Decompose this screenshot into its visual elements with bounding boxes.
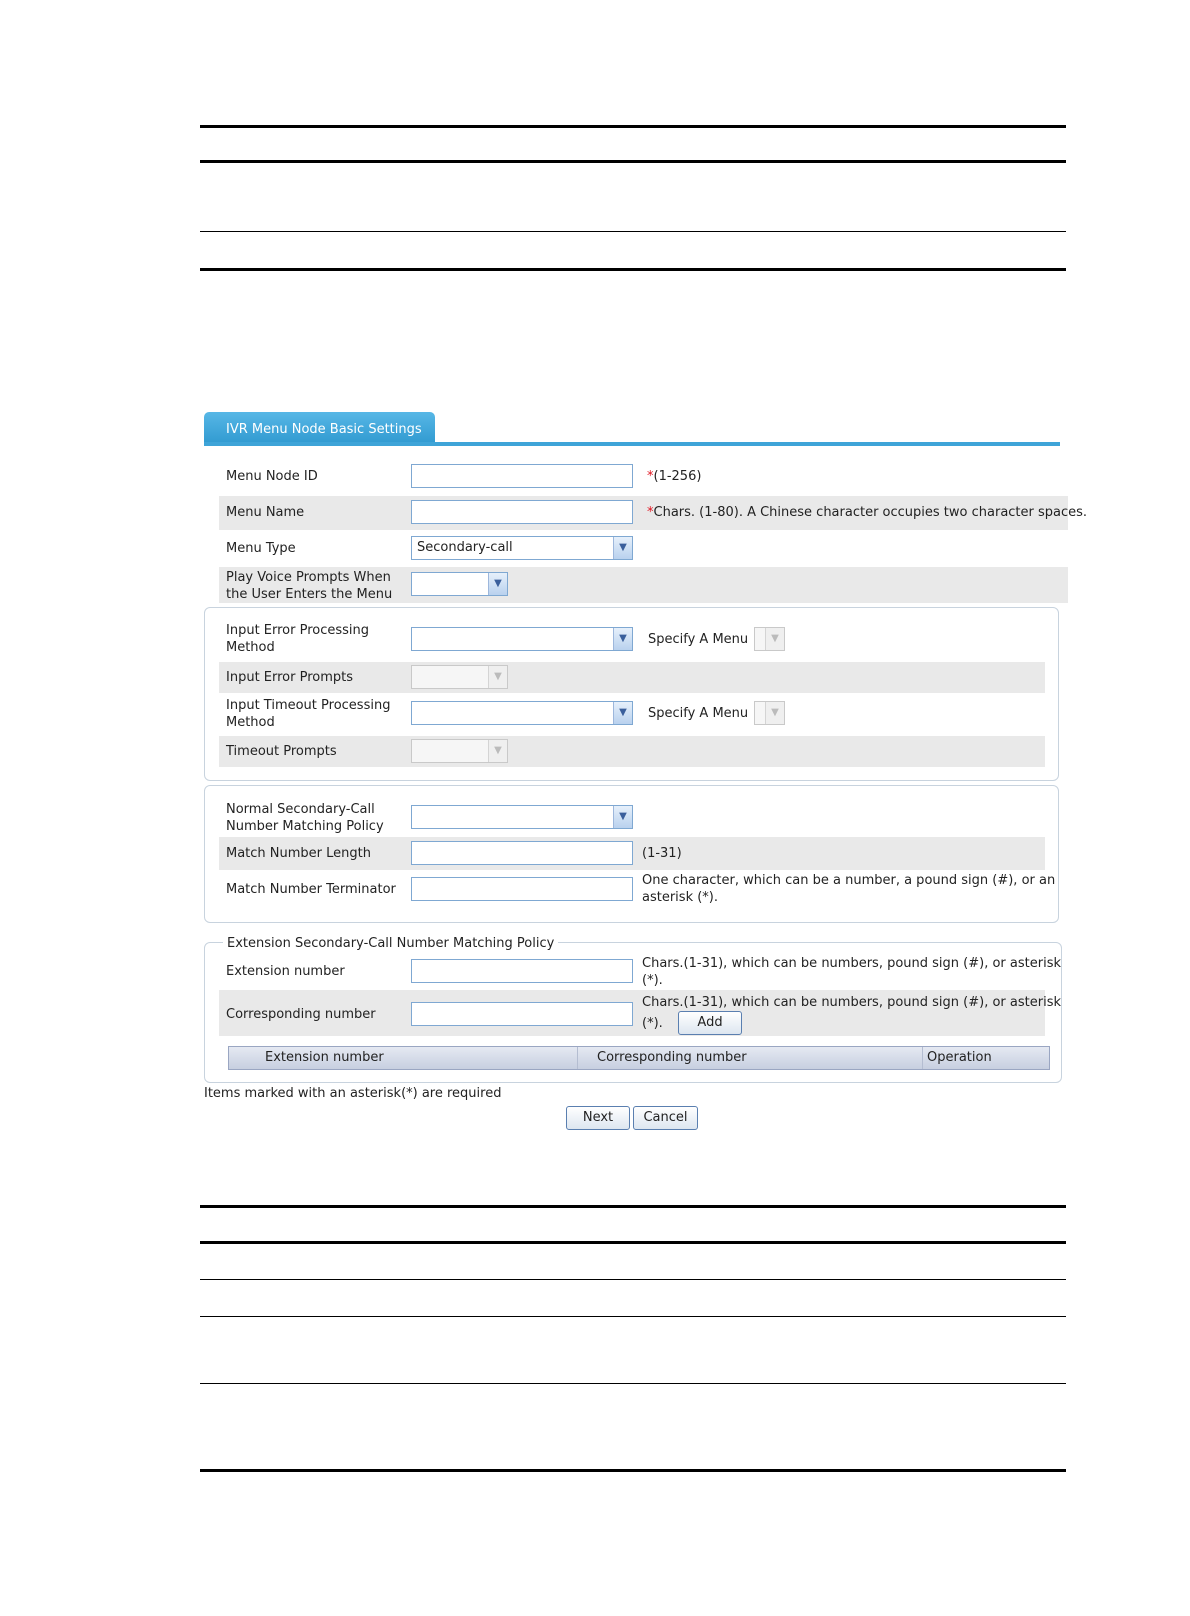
doc-table-row-border (200, 1279, 1066, 1280)
terminator-input[interactable] (411, 877, 633, 901)
match-length-hint: (1-31) (642, 846, 682, 861)
input-timeout-method-label: Input Timeout Processing Method (226, 698, 391, 730)
terminator-hint: One character, which can be a number, a pound sign (#), or an asterisk (*). (642, 873, 1056, 905)
menu-type-value: Secondary-call (417, 540, 513, 555)
doc-table-row-border (200, 1316, 1066, 1317)
extension-number-hint: Chars.(1-31), which can be numbers, pound sign (#), or asterisk (*). (642, 956, 1061, 988)
corresponding-number-input[interactable] (411, 1002, 633, 1026)
menu-type-select[interactable] (411, 536, 633, 560)
menu-name-hint: *Chars. (1-80). A Chinese character occupies two character spaces. (647, 505, 1088, 520)
menu-type-label: Menu Type (226, 541, 296, 556)
match-length-input[interactable] (411, 841, 633, 865)
input-error-specify-menu-select[interactable] (754, 627, 785, 651)
chevron-down-icon: ▼ (613, 806, 632, 828)
chevron-down-icon: ▼ (613, 702, 632, 724)
input-error-method-label: Input Error Processing Method (226, 623, 370, 655)
input-timeout-specify-menu-label: Specify A Menu (648, 706, 749, 721)
column-separator (922, 1047, 923, 1069)
required-note: Items marked with an asterisk(*) are required (204, 1086, 502, 1101)
corresponding-number-hint: Chars.(1-31), which can be numbers, pound sign (#), or asterisk (*). (642, 995, 1061, 1031)
tab-underline (204, 442, 1060, 446)
play-voice-select[interactable] (411, 572, 508, 596)
doc-table-row-border (200, 231, 1066, 232)
timeout-prompts-label: Timeout Prompts (226, 744, 337, 759)
chevron-down-icon: ▼ (765, 702, 784, 724)
extension-number-input[interactable] (411, 959, 633, 983)
doc-table-header-border (200, 160, 1066, 163)
menu-node-id-hint: *(1-256) (647, 469, 702, 484)
input-timeout-specify-menu-select[interactable] (754, 701, 785, 725)
column-header-corresponding-number: Corresponding number (597, 1050, 747, 1065)
doc-table-bottom-border (200, 1469, 1066, 1472)
menu-node-id-input[interactable] (411, 464, 633, 488)
chevron-down-icon: ▼ (488, 573, 507, 595)
doc-table-top-border (200, 125, 1066, 128)
required-asterisk: * (647, 469, 654, 484)
timeout-prompts-select[interactable] (411, 739, 508, 763)
add-button[interactable]: Add (678, 1011, 742, 1035)
input-error-prompts-select[interactable] (411, 665, 508, 689)
normal-policy-select[interactable] (411, 805, 633, 829)
next-button[interactable]: Next (566, 1106, 630, 1130)
input-error-specify-menu-label: Specify A Menu (648, 632, 749, 647)
extension-policy-legend: Extension Secondary-Call Number Matching Policy (223, 935, 558, 952)
input-timeout-method-select[interactable] (411, 701, 633, 725)
chevron-down-icon: ▼ (488, 666, 507, 688)
chevron-down-icon: ▼ (488, 740, 507, 762)
input-error-prompts-label: Input Error Prompts (226, 670, 354, 685)
doc-table-bottom-border (200, 268, 1066, 271)
column-header-extension-number: Extension number (265, 1050, 384, 1065)
input-error-method-select[interactable] (411, 627, 633, 651)
doc-table-top-border (200, 1205, 1066, 1208)
normal-policy-label: Normal Secondary-Call Number Matching Policy (226, 802, 384, 834)
cancel-button[interactable]: Cancel (633, 1106, 698, 1130)
corresponding-number-label: Corresponding number (226, 1007, 376, 1022)
extension-table-header (228, 1046, 1050, 1070)
required-asterisk: * (647, 505, 654, 520)
column-header-operation: Operation (927, 1050, 992, 1065)
terminator-label: Match Number Terminator (226, 882, 396, 897)
extension-number-label: Extension number (226, 964, 345, 979)
timeout-prompts-row (219, 736, 1045, 767)
column-separator (577, 1047, 578, 1069)
chevron-down-icon: ▼ (765, 628, 784, 650)
tab-ivr-menu-node-basic-settings[interactable] (204, 412, 435, 446)
menu-name-input[interactable] (411, 500, 633, 524)
play-voice-label: Play Voice Prompts When the User Enters the Menu (226, 570, 393, 602)
match-length-label: Match Number Length (226, 846, 371, 861)
chevron-down-icon: ▼ (613, 537, 632, 559)
doc-table-header-border (200, 1241, 1066, 1244)
tab-title: IVR Menu Node Basic Settings (226, 422, 422, 437)
menu-node-id-label: Menu Node ID (226, 469, 318, 484)
menu-name-label: Menu Name (226, 505, 305, 520)
chevron-down-icon: ▼ (613, 628, 632, 650)
doc-table-row-border (200, 1383, 1066, 1384)
